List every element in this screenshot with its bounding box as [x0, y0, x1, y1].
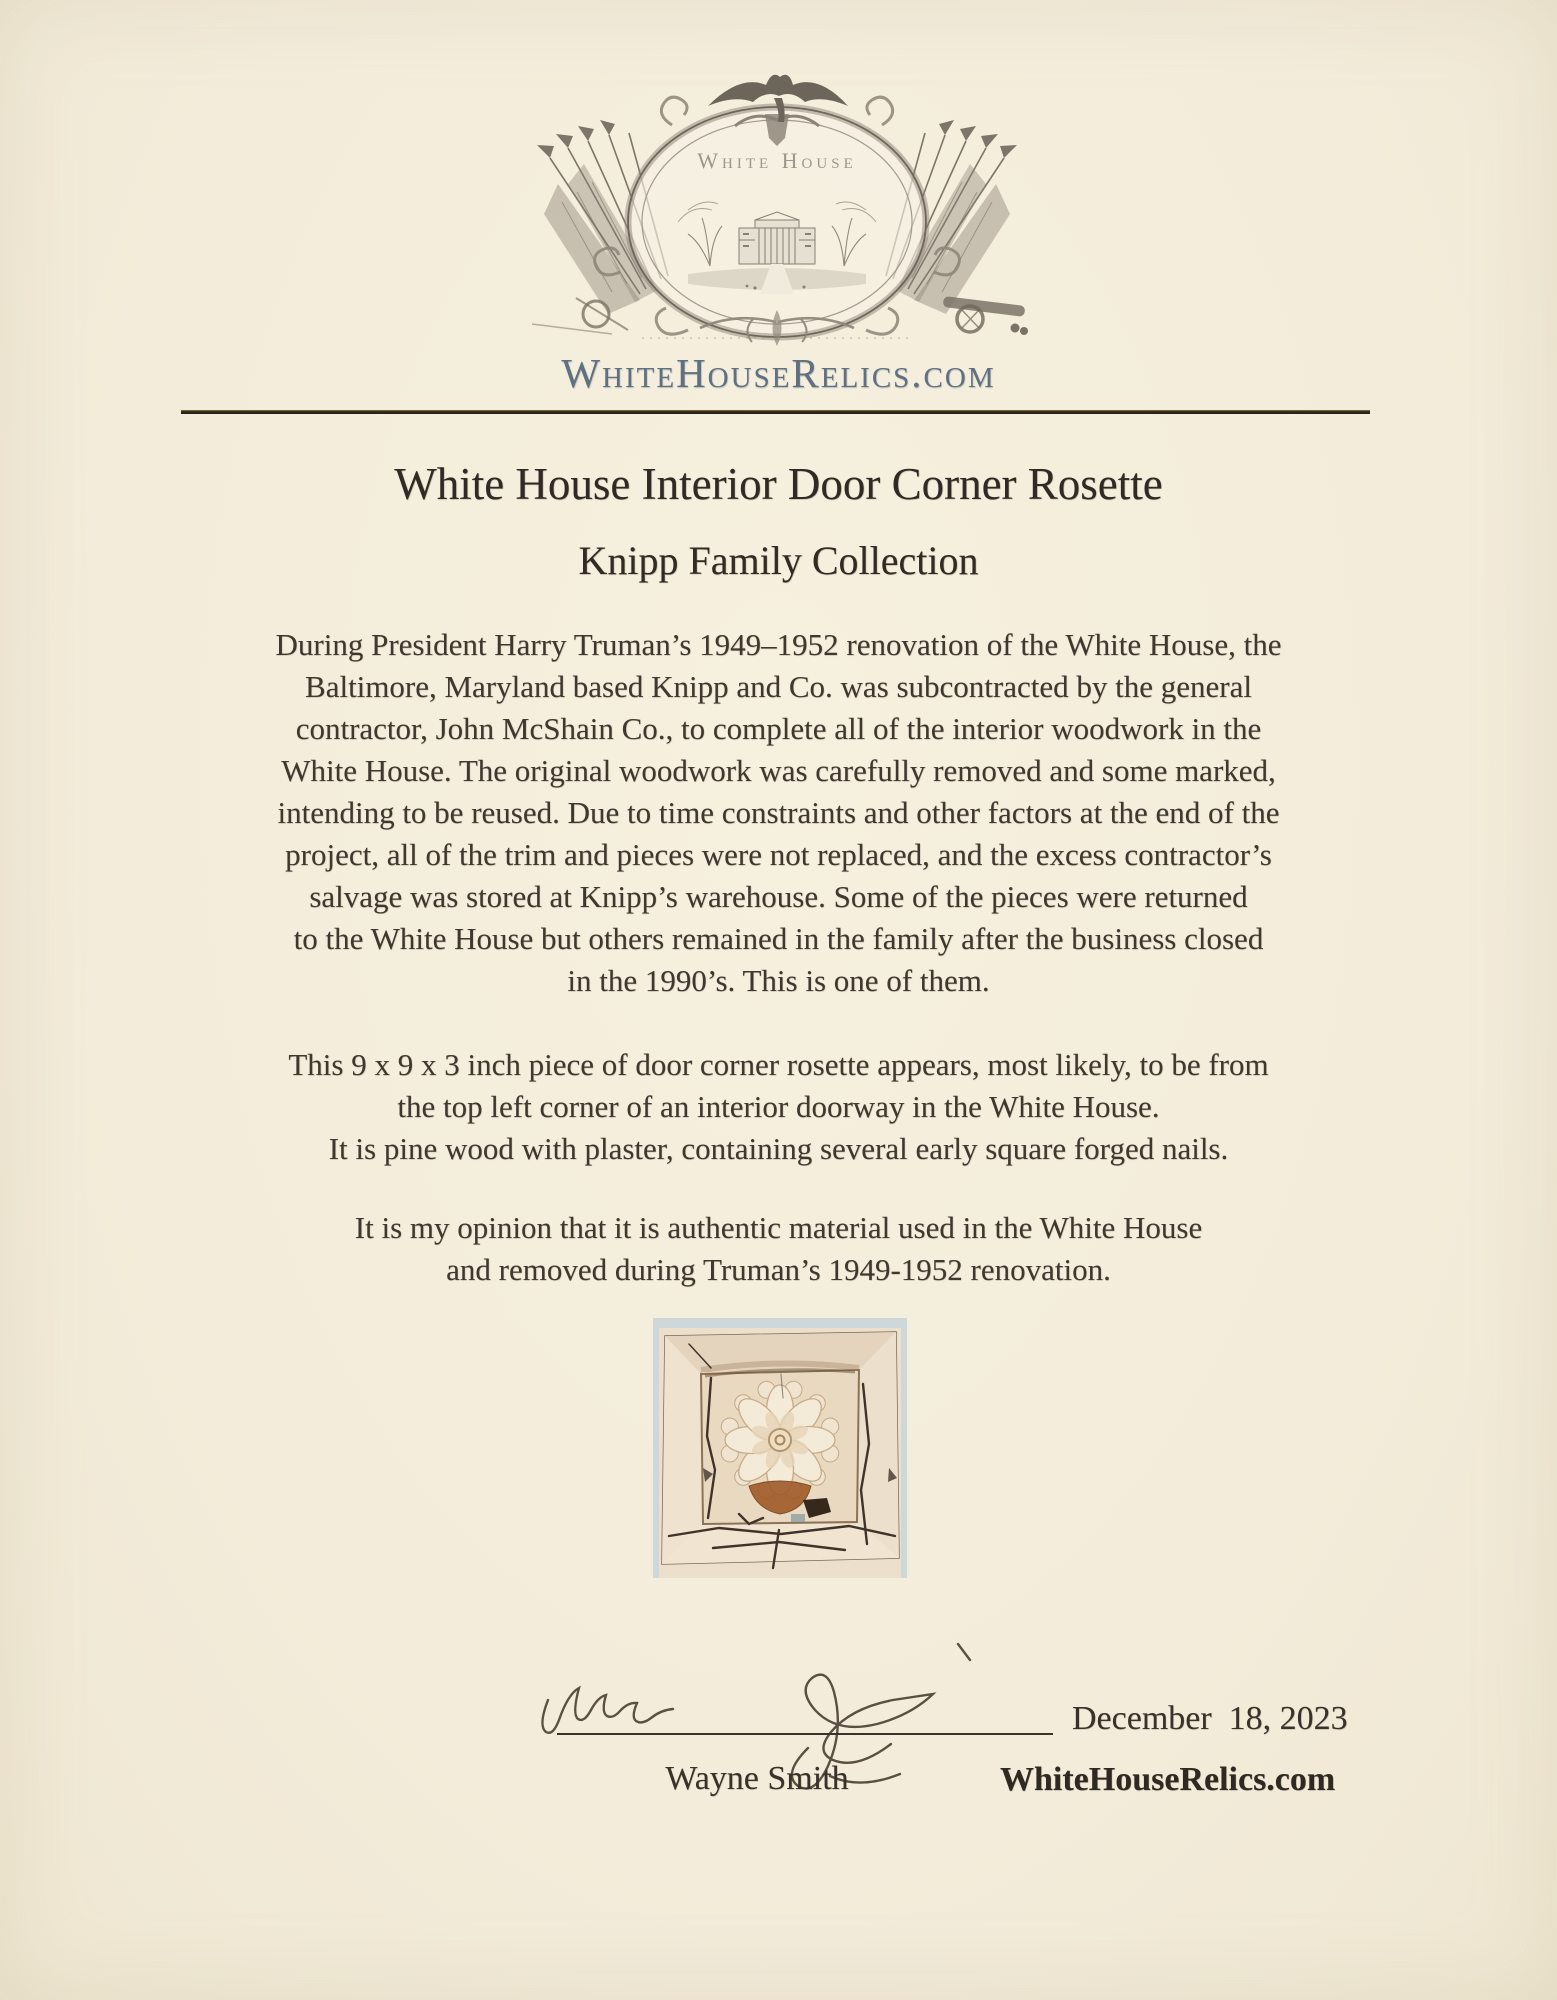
paragraph-description [0, 1044, 1557, 1170]
rosette-photo [653, 1318, 907, 1578]
text-line: It is my opinion that it is authentic material used in the White House [354, 1210, 1203, 1245]
paragraph-provenance [0, 624, 1557, 1002]
text-line: project, all of the trim and pieces were not replaced, and the excess contractor’s [285, 837, 1272, 872]
bottom-scrollwork [642, 310, 912, 346]
text-line: White House. The original woodwork was carefully removed and some marked, [281, 753, 1276, 788]
divider-rule [181, 410, 1370, 414]
text-line: It is pine wood with plaster, containing several early square forged nails. [328, 1131, 1229, 1166]
paragraph-opinion [0, 1207, 1557, 1291]
text-line: This 9 x 9 x 3 inch piece of door corner rosette appears, most likely, to be from [288, 1047, 1269, 1082]
page-title: White House Interior Door Corner Rosette [394, 459, 1163, 509]
footer-site-name: WhiteHouseRelics.com [1000, 1761, 1336, 1798]
cannon-icon [943, 296, 1028, 335]
text-line: During President Harry Truman’s 1949–1952 renovation of the White House, the [275, 627, 1282, 662]
signature-line [557, 1733, 1053, 1735]
letterhead-vignette [492, 62, 1062, 352]
letterhead-site-name: WhiteHouseRelics.com [561, 350, 996, 396]
signature-date: December 18, 2023 [1072, 1700, 1348, 1737]
text-line: salvage was stored at Knipp’s warehouse. Some of the pieces were returned [309, 879, 1248, 914]
text-line: and removed during Truman’s 1949-1952 renovation. [446, 1252, 1111, 1287]
text-line: contractor, John McShain Co., to complete all of the interior woodwork in the [295, 711, 1262, 746]
signer-name: Wayne Smith [665, 1760, 849, 1797]
text-line: in the 1990’s. This is one of them. [567, 963, 990, 998]
cartouche-frame [595, 97, 960, 337]
vignette-caption: White House [697, 148, 857, 173]
text-line: to the White House but others remained in the family after the business closed [293, 921, 1264, 956]
text-line: Baltimore, Maryland based Knipp and Co. was subcontracted by the general [305, 669, 1252, 704]
text-line: the top left corner of an interior doorway in the White House. [397, 1089, 1160, 1124]
page-subtitle: Knipp Family Collection [578, 538, 979, 583]
text-line: intending to be reused. Due to time constraints and other factors at the end of the [277, 795, 1280, 830]
